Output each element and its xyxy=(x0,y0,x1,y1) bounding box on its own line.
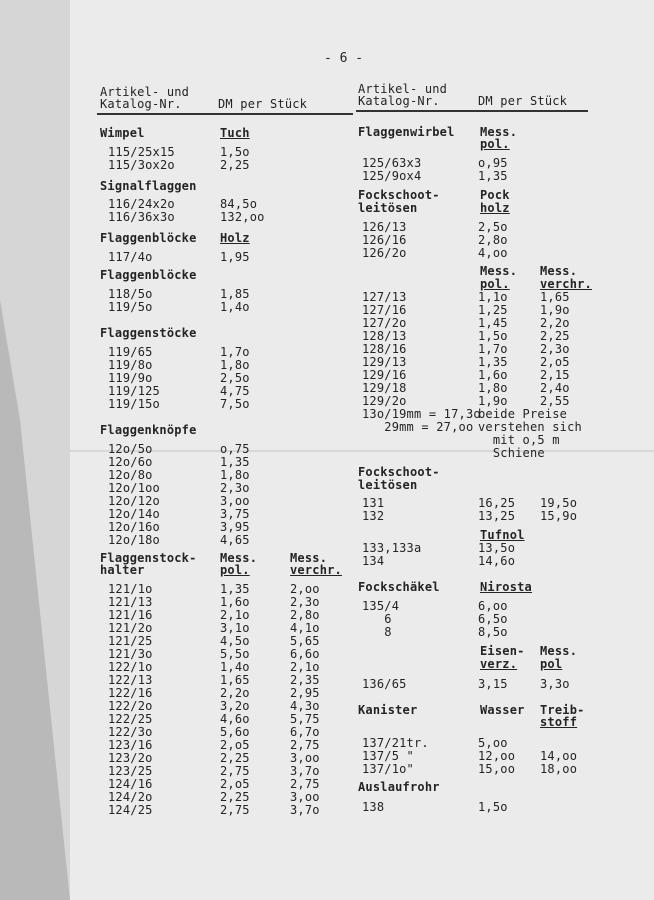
left-row-44-col-0: 124/2o xyxy=(108,790,153,804)
left-row-26-col-1: Mess. xyxy=(220,551,258,565)
right-row-27-col-2: 15,9o xyxy=(540,509,578,523)
left-row-24-col-1: 3,95 xyxy=(220,520,250,534)
left-header-art1: Artikel- und xyxy=(100,85,190,99)
right-row-43-col-0: Auslaufrohr xyxy=(358,780,440,794)
left-row-37-col-2: 4,3o xyxy=(290,699,320,713)
left-row-19-col-1: 1,35 xyxy=(220,455,250,469)
left-row-32-col-1: 4,5o xyxy=(220,634,250,648)
left-row-2-col-0: 115/3ox2o xyxy=(108,158,175,172)
right-row-2-col-0: 125/63x3 xyxy=(362,156,422,170)
right-row-13-col-2: 2,2o xyxy=(540,316,570,330)
left-row-41-col-2: 3,oo xyxy=(290,751,320,765)
right-row-29-col-1: 13,5o xyxy=(478,541,516,555)
right-row-42-col-0: 137/1o" xyxy=(362,762,414,776)
right-row-33-col-0: 6 xyxy=(362,612,392,626)
right-row-27-col-1: 13,25 xyxy=(478,509,516,523)
right-row-17-col-1: 1,6o xyxy=(478,368,508,382)
right-row-7-col-1: 2,8o xyxy=(478,233,508,247)
right-row-23-col-1: Schiene xyxy=(478,446,545,460)
left-row-16-col-1: 7,5o xyxy=(220,397,250,411)
left-row-27-col-2: verchr. xyxy=(290,563,342,577)
right-header-art2: Katalog-Nr. xyxy=(358,94,440,108)
right-row-11-col-2: 1,65 xyxy=(540,290,570,304)
right-row-0-col-0: Flaggenwirbel xyxy=(358,125,455,139)
left-row-16-col-0: 119/15o xyxy=(108,397,160,411)
right-row-3-col-0: 125/9ox4 xyxy=(362,169,422,183)
left-row-23-col-1: 3,75 xyxy=(220,507,250,521)
right-row-39-col-2: stoff xyxy=(540,715,578,729)
right-row-32-col-1: 6,oo xyxy=(478,599,508,613)
right-row-0-col-1: Mess. xyxy=(480,125,518,139)
left-row-28-col-2: 2,oo xyxy=(290,582,320,596)
right-row-33-col-1: 6,5o xyxy=(478,612,508,626)
left-header-rule xyxy=(97,113,353,115)
right-row-37-col-0: 136/65 xyxy=(362,677,407,691)
right-row-34-col-1: 8,5o xyxy=(478,625,508,639)
right-row-30-col-0: 134 xyxy=(362,554,385,568)
left-row-39-col-2: 6,7o xyxy=(290,725,320,739)
right-row-21-col-0: 29mm = 27,oo xyxy=(362,420,474,434)
right-row-38-col-1: Wasser xyxy=(480,703,525,717)
right-row-16-col-2: 2,o5 xyxy=(540,355,570,369)
right-row-37-col-1: 3,15 xyxy=(478,677,508,691)
left-row-43-col-2: 2,75 xyxy=(290,777,320,791)
left-row-17-col-0: Flaggenknöpfe xyxy=(100,423,197,437)
right-row-32-col-0: 135/4 xyxy=(362,599,400,613)
left-row-12-col-1: 1,7o xyxy=(220,345,250,359)
left-row-6-col-1: Holz xyxy=(220,231,250,245)
left-row-45-col-1: 2,75 xyxy=(220,803,250,817)
left-row-5-col-1: 132,oo xyxy=(220,210,265,224)
right-row-36-col-1: verz. xyxy=(480,657,518,671)
right-row-30-col-1: 14,6o xyxy=(478,554,516,568)
left-row-34-col-1: 1,4o xyxy=(220,660,250,674)
left-row-38-col-2: 5,75 xyxy=(290,712,320,726)
right-row-18-col-0: 129/18 xyxy=(362,381,407,395)
left-row-42-col-1: 2,75 xyxy=(220,764,250,778)
right-row-9-col-2: Mess. xyxy=(540,264,578,278)
left-row-26-col-0: Flaggenstock- xyxy=(100,551,197,565)
left-row-21-col-0: 12o/1oo xyxy=(108,481,160,495)
left-row-45-col-2: 3,7o xyxy=(290,803,320,817)
left-row-20-col-0: 12o/8o xyxy=(108,468,153,482)
right-row-2-col-1: o,95 xyxy=(478,156,508,170)
left-row-33-col-2: 6,6o xyxy=(290,647,320,661)
left-row-27-col-1: pol. xyxy=(220,563,250,577)
right-row-27-col-0: 132 xyxy=(362,509,385,523)
right-row-44-col-1: 1,5o xyxy=(478,800,508,814)
right-row-14-col-1: 1,5o xyxy=(478,329,508,343)
right-header-rule xyxy=(356,110,588,112)
right-row-4-col-1: Pock xyxy=(480,188,510,202)
left-row-38-col-1: 4,6o xyxy=(220,712,250,726)
right-row-1-col-1: pol. xyxy=(480,137,510,151)
left-row-41-col-1: 2,25 xyxy=(220,751,250,765)
left-row-44-col-1: 2,25 xyxy=(220,790,250,804)
right-row-14-col-2: 2,25 xyxy=(540,329,570,343)
right-row-35-col-2: Mess. xyxy=(540,644,578,658)
left-row-31-col-0: 121/2o xyxy=(108,621,153,635)
right-row-16-col-1: 1,35 xyxy=(478,355,508,369)
right-row-12-col-0: 127/16 xyxy=(362,303,407,317)
right-row-8-col-0: 126/2o xyxy=(362,246,407,260)
right-row-11-col-0: 127/13 xyxy=(362,290,407,304)
left-row-20-col-1: 1,8o xyxy=(220,468,250,482)
right-row-38-col-0: Kanister xyxy=(358,703,418,717)
right-row-26-col-1: 16,25 xyxy=(478,496,516,510)
right-row-6-col-1: 2,5o xyxy=(478,220,508,234)
left-row-29-col-0: 121/13 xyxy=(108,595,153,609)
left-row-12-col-0: 119/65 xyxy=(108,345,153,359)
right-row-12-col-2: 1,9o xyxy=(540,303,570,317)
page-number: - 6 - xyxy=(324,51,364,66)
right-row-15-col-2: 2,3o xyxy=(540,342,570,356)
left-row-6-col-0: Flaggenblöcke xyxy=(100,231,197,245)
left-row-0-col-0: Wimpel xyxy=(100,126,145,140)
left-row-33-col-0: 121/3o xyxy=(108,647,153,661)
left-row-44-col-2: 3,oo xyxy=(290,790,320,804)
left-row-38-col-0: 122/25 xyxy=(108,712,153,726)
left-row-7-col-1: 1,95 xyxy=(220,250,250,264)
left-row-35-col-2: 2,35 xyxy=(290,673,320,687)
right-row-26-col-2: 19,5o xyxy=(540,496,578,510)
left-row-42-col-2: 3,7o xyxy=(290,764,320,778)
right-row-7-col-0: 126/16 xyxy=(362,233,407,247)
left-row-43-col-0: 124/16 xyxy=(108,777,153,791)
left-row-39-col-0: 122/3o xyxy=(108,725,153,739)
right-row-18-col-2: 2,4o xyxy=(540,381,570,395)
left-row-37-col-0: 122/2o xyxy=(108,699,153,713)
left-row-39-col-1: 5,6o xyxy=(220,725,250,739)
right-row-9-col-1: Mess. xyxy=(480,264,518,278)
left-row-4-col-0: 116/24x2o xyxy=(108,197,175,211)
right-row-31-col-0: Fockschäkel xyxy=(358,580,440,594)
right-row-14-col-0: 128/13 xyxy=(362,329,407,343)
left-row-45-col-0: 124/25 xyxy=(108,803,153,817)
left-row-40-col-2: 2,75 xyxy=(290,738,320,752)
left-row-19-col-0: 12o/6o xyxy=(108,455,153,469)
right-row-41-col-0: 137/5 " xyxy=(362,749,414,763)
right-row-10-col-1: pol. xyxy=(480,277,510,291)
left-row-33-col-1: 5,5o xyxy=(220,647,250,661)
left-row-25-col-1: 4,65 xyxy=(220,533,250,547)
left-row-36-col-0: 122/16 xyxy=(108,686,153,700)
left-row-11-col-0: Flaggenstöcke xyxy=(100,326,197,340)
left-row-24-col-0: 12o/16o xyxy=(108,520,160,534)
left-row-35-col-0: 122/13 xyxy=(108,673,153,687)
right-row-5-col-1: holz xyxy=(480,201,510,215)
left-row-9-col-0: 118/5o xyxy=(108,287,153,301)
right-row-11-col-1: 1,1o xyxy=(478,290,508,304)
right-row-10-col-2: verchr. xyxy=(540,277,592,291)
right-row-28-col-1: Tufnol xyxy=(480,528,525,542)
right-row-19-col-1: 1,9o xyxy=(478,394,508,408)
right-row-17-col-0: 129/16 xyxy=(362,368,407,382)
right-row-40-col-1: 5,oo xyxy=(478,736,508,750)
left-row-10-col-1: 1,4o xyxy=(220,300,250,314)
left-row-28-col-1: 1,35 xyxy=(220,582,250,596)
right-row-24-col-0: Fockschoot- xyxy=(358,465,440,479)
left-row-34-col-2: 2,1o xyxy=(290,660,320,674)
left-row-26-col-2: Mess. xyxy=(290,551,328,565)
left-row-8-col-0: Flaggenblöcke xyxy=(100,268,197,282)
left-row-13-col-0: 119/8o xyxy=(108,358,153,372)
right-row-20-col-0: 13o/19mm = 17,3o xyxy=(362,407,481,421)
left-row-0-col-1: Tuch xyxy=(220,126,250,140)
right-row-38-col-2: Treib- xyxy=(540,703,585,717)
left-row-7-col-0: 117/4o xyxy=(108,250,153,264)
left-row-22-col-0: 12o/12o xyxy=(108,494,160,508)
left-row-15-col-1: 4,75 xyxy=(220,384,250,398)
left-row-15-col-0: 119/125 xyxy=(108,384,160,398)
left-row-36-col-1: 2,2o xyxy=(220,686,250,700)
left-row-23-col-0: 12o/14o xyxy=(108,507,160,521)
right-row-16-col-0: 129/13 xyxy=(362,355,407,369)
left-header-art2: Katalog-Nr. xyxy=(100,97,182,111)
left-row-25-col-0: 12o/18o xyxy=(108,533,160,547)
left-row-32-col-0: 121/25 xyxy=(108,634,153,648)
left-row-3-col-0: Signalflaggen xyxy=(100,179,197,193)
left-row-18-col-0: 12o/5o xyxy=(108,442,153,456)
left-row-27-col-0: halter xyxy=(100,563,145,577)
left-row-4-col-1: 84,5o xyxy=(220,197,258,211)
right-row-22-col-1: mit o,5 m xyxy=(478,433,560,447)
fold-crease xyxy=(70,450,654,452)
left-row-22-col-1: 3,oo xyxy=(220,494,250,508)
right-row-5-col-0: leitösen xyxy=(358,201,418,215)
left-row-13-col-1: 1,8o xyxy=(220,358,250,372)
right-row-13-col-1: 1,45 xyxy=(478,316,508,330)
left-row-9-col-1: 1,85 xyxy=(220,287,250,301)
right-row-3-col-1: 1,35 xyxy=(478,169,508,183)
right-row-19-col-0: 129/2o xyxy=(362,394,407,408)
right-row-25-col-0: leitösen xyxy=(358,478,418,492)
right-header-art1: Artikel- und xyxy=(358,82,448,96)
left-header-price: DM per Stück xyxy=(218,97,308,111)
right-row-4-col-0: Fockschoot- xyxy=(358,188,440,202)
left-row-21-col-1: 2,3o xyxy=(220,481,250,495)
left-row-40-col-0: 123/16 xyxy=(108,738,153,752)
right-row-42-col-2: 18,oo xyxy=(540,762,578,776)
left-row-31-col-1: 3,1o xyxy=(220,621,250,635)
left-row-36-col-2: 2,95 xyxy=(290,686,320,700)
left-row-41-col-0: 123/2o xyxy=(108,751,153,765)
left-row-40-col-1: 2,o5 xyxy=(220,738,250,752)
right-row-18-col-1: 1,8o xyxy=(478,381,508,395)
left-row-34-col-0: 122/1o xyxy=(108,660,153,674)
right-row-6-col-0: 126/13 xyxy=(362,220,407,234)
right-row-40-col-0: 137/21tr. xyxy=(362,736,429,750)
right-row-17-col-2: 2,15 xyxy=(540,368,570,382)
right-row-42-col-1: 15,oo xyxy=(478,762,516,776)
left-row-43-col-1: 2,o5 xyxy=(220,777,250,791)
left-row-14-col-0: 119/9o xyxy=(108,371,153,385)
right-row-19-col-2: 2,55 xyxy=(540,394,570,408)
left-row-28-col-0: 121/1o xyxy=(108,582,153,596)
left-row-29-col-1: 1,6o xyxy=(220,595,250,609)
right-row-41-col-1: 12,oo xyxy=(478,749,516,763)
left-row-1-col-0: 115/25x15 xyxy=(108,145,175,159)
left-row-18-col-1: o,75 xyxy=(220,442,250,456)
left-row-32-col-2: 5,65 xyxy=(290,634,320,648)
left-row-37-col-1: 3,2o xyxy=(220,699,250,713)
right-row-15-col-1: 1,7o xyxy=(478,342,508,356)
right-row-8-col-1: 4,oo xyxy=(478,246,508,260)
right-row-37-col-2: 3,3o xyxy=(540,677,570,691)
left-row-10-col-0: 119/5o xyxy=(108,300,153,314)
left-row-2-col-1: 2,25 xyxy=(220,158,250,172)
right-row-44-col-0: 138 xyxy=(362,800,385,814)
right-row-41-col-2: 14,oo xyxy=(540,749,578,763)
right-row-13-col-0: 127/2o xyxy=(362,316,407,330)
left-row-35-col-1: 1,65 xyxy=(220,673,250,687)
left-row-31-col-2: 4,1o xyxy=(290,621,320,635)
right-row-29-col-0: 133,133a xyxy=(362,541,422,555)
right-row-20-col-1: beide Preise xyxy=(478,407,568,421)
left-row-42-col-0: 123/25 xyxy=(108,764,153,778)
right-row-35-col-1: Eisen- xyxy=(480,644,525,658)
right-row-26-col-0: 131 xyxy=(362,496,385,510)
right-row-15-col-0: 128/16 xyxy=(362,342,407,356)
right-row-36-col-2: pol xyxy=(540,657,563,671)
left-row-30-col-1: 2,1o xyxy=(220,608,250,622)
right-header-price: DM per Stück xyxy=(478,94,568,108)
right-row-31-col-1: Nirosta xyxy=(480,580,532,594)
left-row-30-col-2: 2,8o xyxy=(290,608,320,622)
right-row-12-col-1: 1,25 xyxy=(478,303,508,317)
left-row-30-col-0: 121/16 xyxy=(108,608,153,622)
left-row-29-col-2: 2,3o xyxy=(290,595,320,609)
right-row-34-col-0: 8 xyxy=(362,625,392,639)
left-row-14-col-1: 2,5o xyxy=(220,371,250,385)
left-row-5-col-0: 116/36x3o xyxy=(108,210,175,224)
right-row-21-col-1: verstehen sich xyxy=(478,420,582,434)
left-row-1-col-1: 1,5o xyxy=(220,145,250,159)
